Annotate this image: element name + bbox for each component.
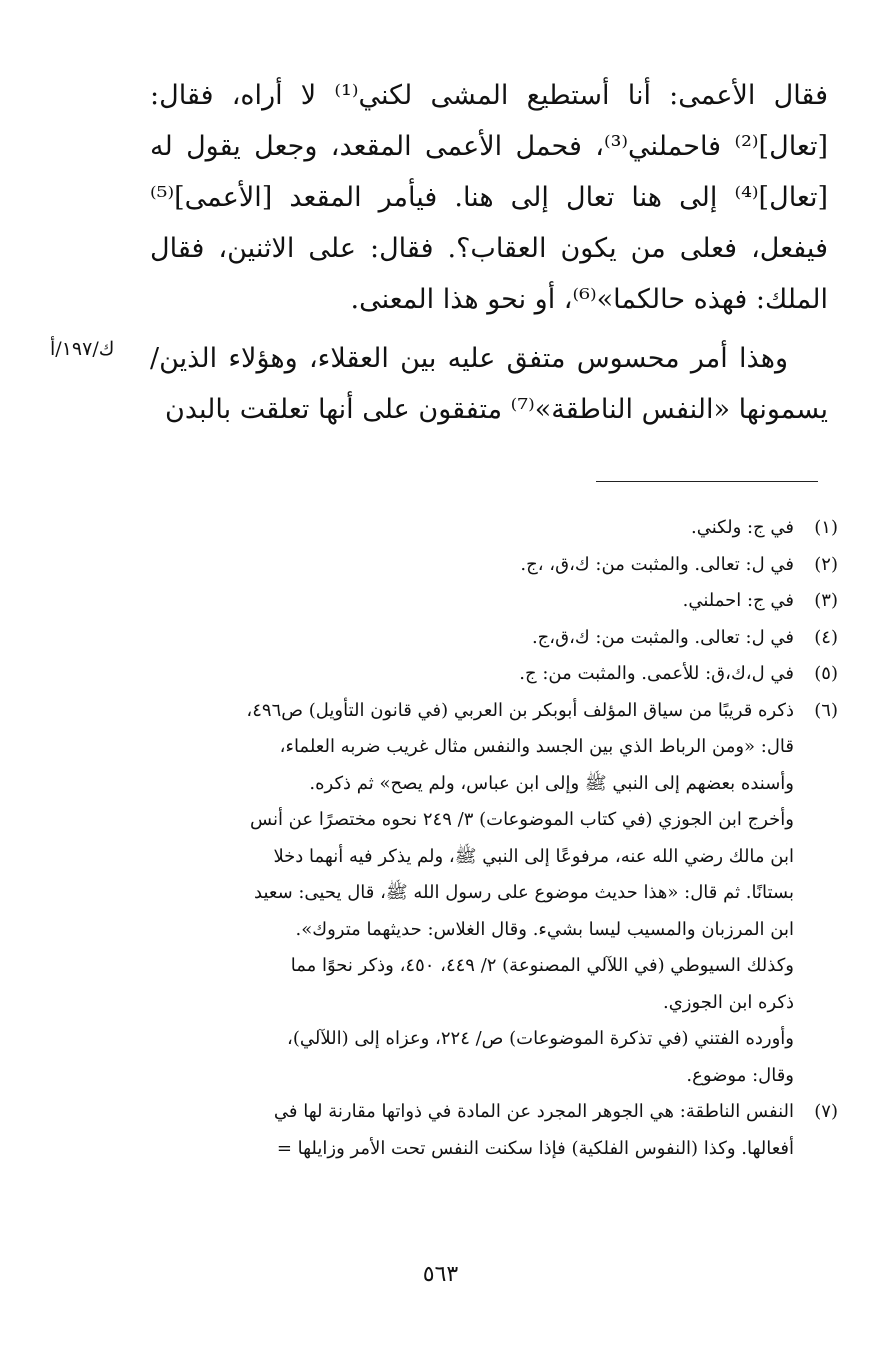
footnote-line: أفعالها. وكذا (النفوس الفلكية) فإذا سكنت النفس تحت الأمر وزايلها =	[276, 1137, 794, 1159]
footnotes	[150, 510, 838, 1167]
footnote-separator	[596, 481, 818, 482]
footnote-line: ذكره ابن الجوزي.	[662, 991, 794, 1013]
footnote-number: (٢)	[814, 553, 838, 575]
footnote-line: ابن مالك رضي الله عنه، مرفوعًا إلى النبي ﷺ، ولم يذكر فيه أنهما دخلا	[273, 845, 794, 867]
footnote-line: في ل: تعالى. والمثبت من: ك،ق،ج.	[531, 626, 794, 648]
footnote-line: وكذلك السيوطي (في اللآلي المصنوعة) ٢/ ٤٤٩، ٤٥٠، وذكر نحوًا مما	[290, 955, 794, 976]
footnote-line: في ل،ك،ق: للأعمى. والمثبت من: ج.	[519, 663, 794, 684]
footnote-text	[150, 1094, 794, 1167]
footnote	[150, 510, 838, 547]
footnote-line: ذكره قريبًا من سياق المؤلف أبوبكر بن العربي (في قانون التأويل) ص٤٩٦،	[246, 699, 794, 721]
footnote-number: (٣)	[814, 590, 838, 611]
footnote-line: بستانًا. ثم قال: «هذا حديث موضوع على رسول الله ﷺ، قال يحيى: سعيد	[254, 882, 794, 903]
footnote-text	[150, 620, 794, 657]
footnote-line: وأسنده بعضهم إلى النبي ﷺ وإلى ابن عباس، ولم يصح» ثم ذكره.	[309, 772, 794, 794]
main-paragraph-2: وهذا أمر محسوس متفق عليه بين العقلاء، وهؤلاء الذين/ يسمونها «النفس الناطقة»⁽⁷⁾ متفقون على أنها تعلقت بالبدن	[150, 343, 828, 425]
footnote-line: قال: «ومن الرباط الذي بين الجسد والنفس مثال غريب ضربه العلماء،	[279, 736, 794, 757]
footnote	[150, 620, 838, 657]
footnote-text	[150, 510, 794, 547]
footnote-number: (٤)	[814, 626, 838, 648]
footnote-number: (٦)	[814, 699, 838, 721]
footnote-text	[150, 656, 794, 693]
footnote-line: في ج: ولكني.	[690, 517, 794, 538]
footnote	[150, 583, 838, 620]
footnote-line: ابن المرزبان والمسيب ليسا بشيء. وقال الغلاس: حديثهما متروك».	[295, 918, 794, 940]
footnote-line: في ل: تعالى. والمثبت من: ك،ق، ،ج.	[520, 553, 794, 575]
margin-manuscript-reference: ك/١٩٧/أ	[50, 338, 115, 360]
main-paragraph-1: فقال الأعمى: أنا أستطيع المشى لكني⁽¹⁾ لا أراه، فقال: [تعال]⁽²⁾ فاحملني⁽³⁾، فحمل الأعمى المقعد، وجعل يقول له [تعال]⁽⁴⁾ إلى هنا تعال إلى هنا. فيأمر المقعد [الأعمى]⁽⁵⁾ فيفعل، فعلى من يكون العقاب؟. فقال: على الاثنين، فقال الملك: فهذه حالكما»⁽⁶⁾، أو نحو هذا المعنى.	[150, 80, 828, 315]
footnote-line: وأورده الفتني (في تذكرة الموضوعات) ص/ ٢٢٤، وعزاه إلى (اللآلي)،	[287, 1028, 794, 1049]
footnote-line: في ج: احملني.	[682, 590, 794, 611]
page-number: ٥٦٣	[422, 1262, 459, 1287]
footnote-text	[150, 693, 794, 1095]
footnote-line: النفس الناطقة: هي الجوهر المجرد عن المادة في ذواتها مقارنة لها في	[273, 1101, 794, 1122]
footnote-number: (٧)	[814, 1101, 838, 1122]
footnote-line: وقال: موضوع.	[686, 1064, 794, 1086]
main-text	[150, 70, 828, 435]
footnote-text	[150, 583, 794, 620]
footnote-number: (٥)	[814, 663, 838, 684]
footnote-number: (١)	[814, 517, 838, 538]
footnote-text	[150, 547, 794, 584]
footnote-line: وأخرج ابن الجوزي (في كتاب الموضوعات) ٣/ ٢٤٩ نحوه مختصرًا عن أنس	[250, 809, 794, 830]
footnote	[150, 693, 838, 1095]
footnote	[150, 547, 838, 584]
footnote	[150, 656, 838, 693]
footnote	[150, 1094, 838, 1167]
